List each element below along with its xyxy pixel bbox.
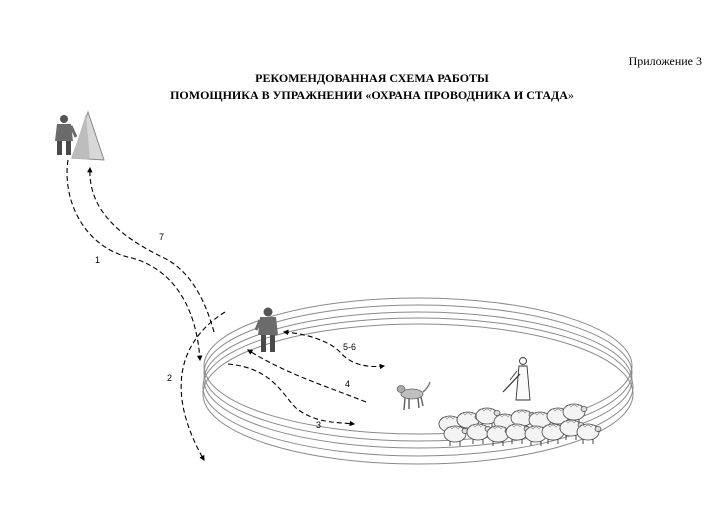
path-label-4: 4 (345, 379, 351, 389)
dog-icon (397, 382, 430, 410)
path-label-5-6: 5-6 (343, 342, 357, 352)
path-label-3: 3 (316, 420, 322, 430)
sheep-flock-icon (439, 404, 601, 446)
title-line-1: РЕКОМЕНДОВАННАЯ СХЕМА РАБОТЫ (255, 71, 489, 85)
path-label-2: 2 (167, 373, 173, 383)
title-closing-quote: » (567, 88, 574, 102)
path-label-7: 7 (159, 232, 165, 242)
path-4 (248, 350, 366, 402)
path-label-1: 1 (95, 255, 101, 265)
helper-figure-icon (256, 308, 278, 353)
title-line-2-text: ПОМОЩНИКА В УПРАЖНЕНИИ «ОХРАНА ПРОВОДНИКА И СТАДА (170, 88, 568, 102)
path-5-6 (284, 332, 384, 366)
path-7 (90, 168, 214, 332)
path-1 (67, 160, 200, 360)
helper-figure-icon (55, 115, 76, 155)
shepherd-icon (503, 358, 530, 401)
appendix-label: Приложение 3 (628, 54, 702, 68)
